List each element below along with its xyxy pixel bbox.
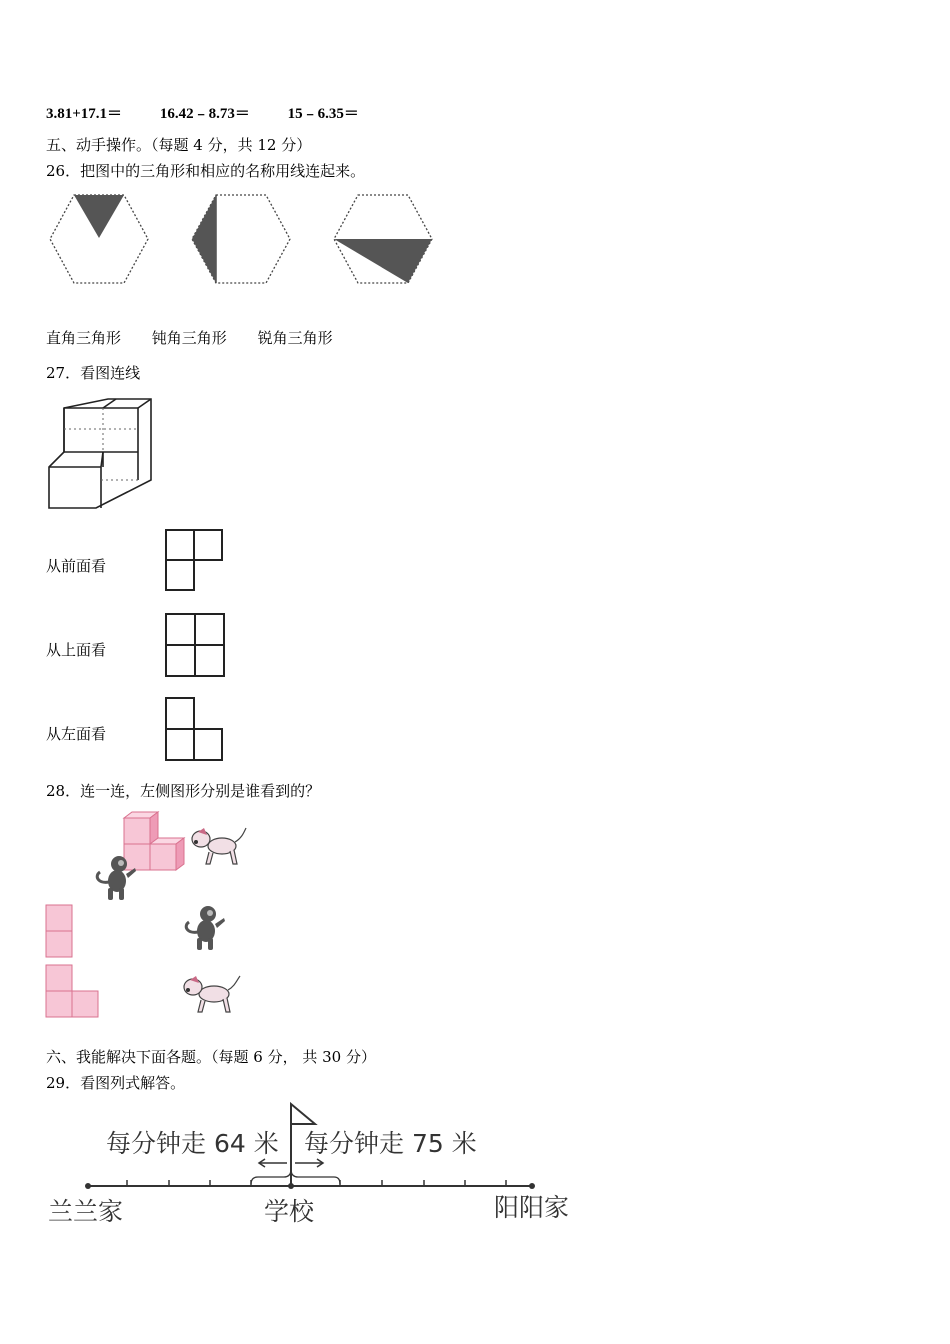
q26-prompt: 26．把图中的三角形和相应的名称用线连起来。 [46,162,366,180]
view-front-figure [164,528,226,594]
left-view-option-2 [45,964,101,1018]
q28-prompt: 28．连一连，左侧图形分别是谁看到的？ [46,782,321,800]
dog-icon-bottom [180,972,242,1016]
hexagon-1 [50,195,148,283]
hexagon-2 [192,195,290,283]
q26-names-row [46,329,359,347]
right-speed-label: 每分钟走 75 米 [304,1129,477,1158]
section-6-title: 六、我能解决下面各题。（每题 6 分， 共 30 分） [46,1048,376,1066]
view-top-figure [164,612,228,678]
dog-icon-top [188,824,248,868]
flag-icon [291,1104,315,1124]
q29-prompt: 29．看图列式解答。 [46,1074,186,1092]
name-right-triangle: 直角三角形 [46,329,122,347]
left-speed-label: 每分钟走 64 米 [106,1129,279,1158]
arithmetic-expr-2: 16.42﹣8.73＝ [159,106,250,122]
triangle-shaded-1 [74,195,124,238]
name-acute-triangle: 锐角三角形 [257,329,333,347]
monkey-icon-top [92,852,136,902]
view-left-label: 从左面看 [46,725,107,743]
hexagon-3 [334,195,432,283]
place-lanlan-home: 兰兰家 [48,1197,124,1226]
q26-hexagons [44,190,444,290]
arithmetic-expr-1: 3.81+17.1＝ [46,106,123,122]
view-top-label: 从上面看 [46,641,107,659]
triangle-shaded-3 [334,239,432,283]
name-obtuse-triangle: 钝角三角形 [151,329,227,347]
arithmetic-row [46,102,393,123]
triangle-shaded-2 [192,195,216,283]
view-left-figure [164,696,226,764]
cube-stack-figure [46,396,158,512]
arithmetic-expr-3: 15﹣6.35＝ [287,106,359,122]
q27-prompt: 27．看图连线 [46,364,141,382]
place-yangyang-home: 阳阳家 [494,1193,570,1222]
monkey-icon-middle [182,902,226,952]
view-front-label: 从前面看 [46,557,107,575]
section-5-title: 五、动手操作。（每题 4 分，共 12 分） [46,136,312,154]
distance-diagram [44,1100,584,1230]
place-school: 学校 [264,1197,315,1226]
left-view-option-1 [45,904,75,958]
